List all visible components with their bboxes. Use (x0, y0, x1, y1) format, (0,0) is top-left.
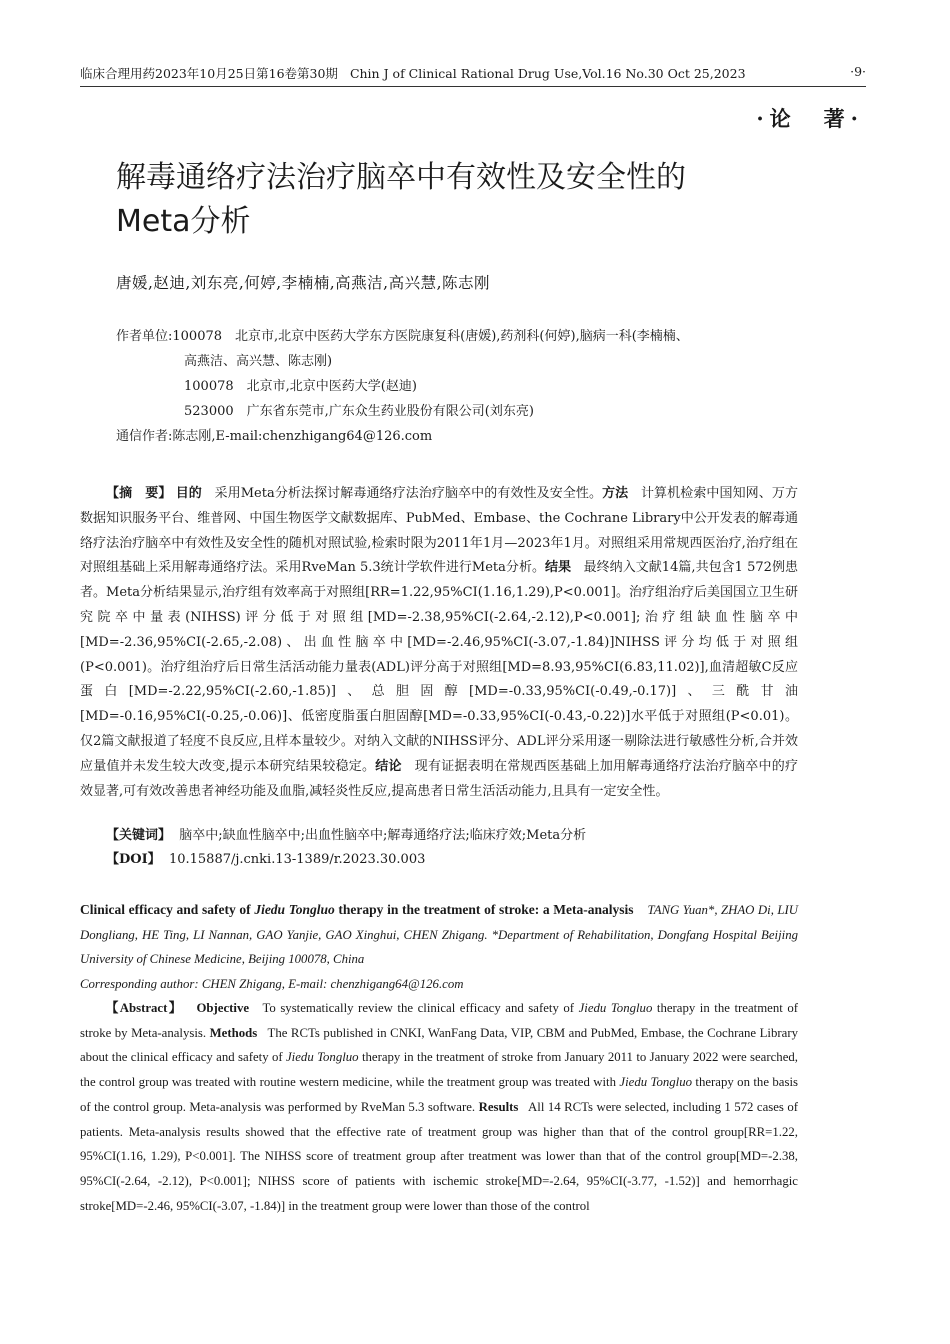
title-line-1: 解毒通络疗法治疗脑卒中有效性及安全性的 (116, 160, 686, 195)
english-title-pre: Clinical efficacy and safety of (80, 902, 255, 917)
header-rule (80, 86, 866, 87)
affiliation-line-2: 高燕洁、高兴慧、陈志刚) (184, 354, 333, 369)
title-line-2: Meta分析 (116, 204, 251, 239)
results-label-en: Results (478, 1099, 519, 1114)
conclusion-text-cn: 现有证据表明在常规西医基础上加用解毒通络疗法治疗脑卒中的疗效显著,可有效改善患者神经功能及血脂,减轻炎性反应,提高患者日常生活活动能力,且具有一定安全性。 (80, 758, 798, 799)
methods-text-en-1: The RCTs published in CNKI, WanFang Data, VIP, CBM and PubMed, Embase, the Cochrane Library about the clinical efficacy and safety of (80, 1025, 798, 1065)
methods-label-cn: 方法 (602, 486, 629, 501)
english-title-italic: Jiedu Tongluo (254, 902, 335, 917)
results-label-cn: 结果 (545, 560, 572, 576)
therapy-name-1: Jiedu Tongluo (578, 1001, 653, 1015)
english-authors: TANG Yuan*, ZHAO Di, LIU Dongliang, HE Ting, LI Nannan, GAO Yanjie, GAO Xinghui, CHEN Zhigang. (80, 903, 799, 942)
objective-text-en-2: therapy in the treatment of stroke by Meta-analysis. (80, 1001, 798, 1040)
objective-text-cn: 采用Meta分析法探讨解毒通络疗法治疗脑卒中的有效性及安全性。 (214, 486, 603, 501)
keywords (80, 824, 798, 848)
therapy-name-2: Jiedu Tongluo (286, 1050, 359, 1065)
keywords-text: 脑卒中;缺血性脑卒中;出血性脑卒中;解毒通络疗法;临床疗效;Meta分析 (179, 828, 587, 843)
section-tag: ·论 著· (756, 106, 864, 131)
objective-label-en: Objective (196, 1001, 250, 1015)
journal-citation-en: Chin J of Clinical Rational Drug Use,Vol.16 No.30 Oct 25,2023 (349, 66, 746, 81)
doi (80, 848, 798, 872)
methods-text-en-2: therapy in the treatment of stroke from January 2011 to January 2022 were searched, the control group was treated with routine western medicine, while the treatment group was treated with (80, 1050, 798, 1090)
english-title (80, 902, 634, 917)
affiliation-line-3: 100078 北京市,北京中医药大学(赵迪) (184, 379, 417, 394)
methods-text-cn: 计算机检索中国知网、万方数据知识服务平台、维普网、中国生物医学文献数据库、PubMed、Embase、the Cochrane Library中公开发表的解毒通络疗法治疗脑卒中有效性及安全性的随机对照试验,检索时限为2011年1月—2023年1月。对照组采用常规西医治疗,治疗组在对照组基础上采用解毒通络疗法。采用RveMan 5.3统计学软件进行Meta分析。 (80, 486, 798, 576)
keywords-label: 【关键词】 (106, 828, 172, 843)
results-text-en: All 14 RCTs were selected, including 1 572 cases of patients. Meta-analysis results showed that the effective rate of treatment group was higher than that of the control group[RR=1.22, 95%CI(1.16, 1.29), P<0.001]. The NIHSS score of treatment group after treatment was lower than that of the control group[MD=-2.38, 95%CI(-2.64, -2.12), P<0.001]; NIHSS score of patients with ischemic stroke[MD=-2.64, 95%CI(-3.77, -1.52)] and hemorrhagic stroke[MD=-2.46, 95%CI(-3.07, -1.84)] in the treatment group were lower than those of the control (80, 1099, 798, 1213)
conclusion-label-cn: 结论 (375, 758, 402, 774)
corresponding-label: 通信作者: (116, 429, 173, 444)
abstract-en-label: 【Abstract】 (105, 1001, 183, 1015)
english-corresponding: Corresponding author: CHEN Zhigang, E-mail: chenzhigang64@126.com (80, 976, 464, 991)
affiliation-line-1: 100078 北京市,北京中医药大学东方医院康复科(唐媛),药剂科(何婷),脑病一科(李楠楠、 (172, 329, 689, 344)
affiliations (116, 324, 836, 449)
running-header (80, 64, 866, 82)
english-title-block (80, 898, 798, 996)
journal-citation (80, 64, 746, 82)
abstract-en (80, 996, 798, 1218)
affiliation-label: 作者单位: (116, 329, 173, 344)
methods-text-en-3: therapy on the basis of the control group. Meta-analysis was performed by RveMan 5.3 software. (80, 1075, 799, 1114)
corresponding-author: 陈志刚,E-mail:chenzhigang64@126.com (172, 429, 433, 444)
article-title (116, 156, 876, 244)
therapy-name-3: Jiedu Tongluo (619, 1075, 693, 1090)
affiliation-line-4: 523000 广东省东莞市,广东众生药业股份有限公司(刘东亮) (184, 404, 534, 419)
objective-label-cn: 目的 (175, 486, 202, 501)
page-number: ·9· (850, 64, 866, 79)
abstract-cn-label: 【摘 要】 (106, 486, 172, 501)
journal-citation-cn: 临床合理用药2023年10月25日第16卷第30期 (80, 66, 338, 81)
english-affiliation: *Department of Rehabilitation, Dongfang Hospital Beijing University of Chinese Medicine, Beijing 100078, China (80, 927, 798, 966)
doi-text: 10.15887/j.cnki.13-1389/r.2023.30.003 (168, 852, 426, 867)
abstract-cn (80, 482, 798, 804)
methods-label-en: Methods (209, 1025, 258, 1040)
english-title-post: therapy in the treatment of stroke: a Meta-analysis (334, 902, 634, 917)
doi-label: 【DOI】 (106, 852, 161, 867)
results-text-cn: 最终纳入文献14篇,共包含1 572例患者。Meta分析结果显示,治疗组有效率高于对照组[RR=1.22,95%CI(1.16,1.29),P<0.001]。治疗组治疗后美国国立卫生研究院卒中量表(NIHSS)评分低于对照组[MD=-2.38,95%CI(-2.64,-2.12),P<0.001];治疗组缺血性脑卒中[MD=-2.36,95%CI(-2.65,-2.08)、出血性脑卒中[MD=-2.46,95%CI(-3.07,-1.84)]NIHSS评分均低于对照组(P<0.001)。治疗组治疗后日常生活活动能力量表(ADL)评分高于对照组[MD=8.93,95%CI(6.83,11.02)],血清超敏C反应蛋白[MD=-2.22,95%CI(-2.60,-1.85)]、总胆固醇[MD=-0.33,95%CI(-0.49,-0.17)]、三酰甘油[MD=-0.16,95%CI(-0.25,-0.06)]、低密度脂蛋白胆固醇[MD=-0.33,95%CI(-0.43,-0.22)]水平低于对照组(P<0.01)。仅2篇文献报道了轻度不良反应,且样本量较少。对纳入文献的NIHSS评分、ADL评分采用逐一剔除法进行敏感性分析,合并效应量值并未发生较大改变,提示本研究结果较稳定。 (80, 560, 798, 774)
objective-text-en-1: To systematically review the clinical efficacy and safety of (262, 1001, 579, 1015)
authors: 唐媛,赵迪,刘东亮,何婷,李楠楠,高燕洁,高兴慧,陈志刚 (116, 274, 490, 292)
